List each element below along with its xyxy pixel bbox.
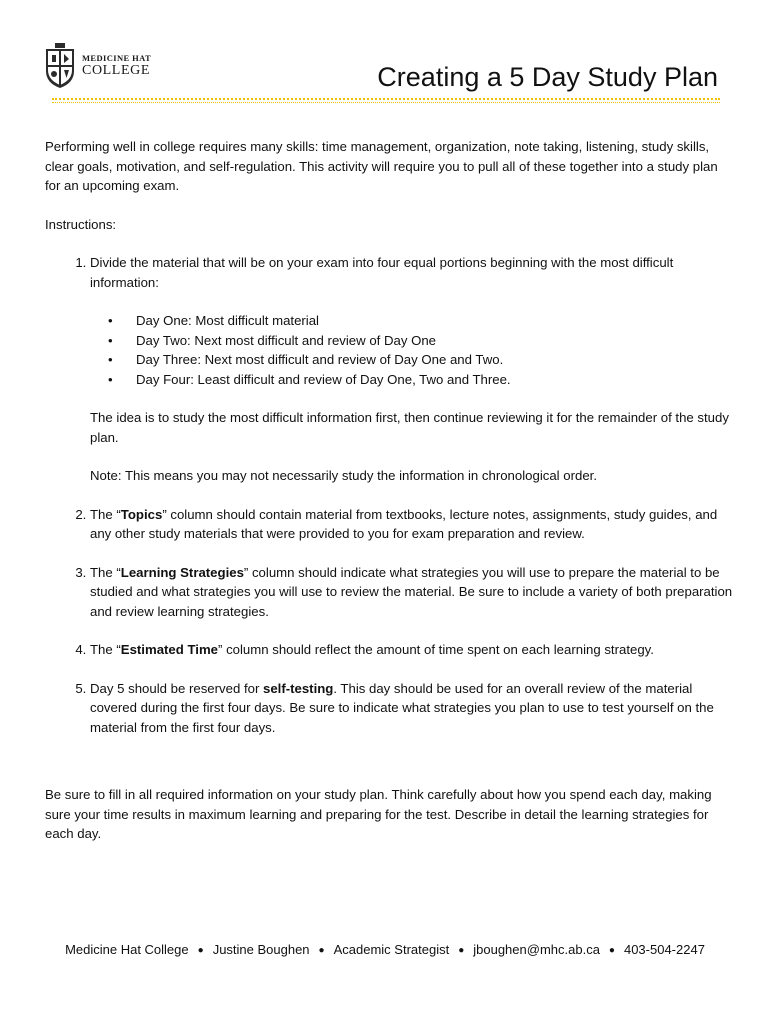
step-1 (90, 253, 735, 486)
footer-separator: ● (197, 945, 204, 956)
footer-name: Justine Boughen (212, 942, 310, 957)
step-2-text-end: ” column should contain material from textbooks, lecture notes, assignments, study guides, and any other study materials that were provided to you for exam preparation and review. (90, 506, 718, 541)
college-crest-icon (44, 43, 76, 89)
step-4-text-start: The “ (90, 642, 121, 657)
document-body (45, 137, 735, 844)
step-4-text-end: ” column should reflect the amount of time spent on each learning strategy. (218, 642, 654, 657)
title-divider-secondary (52, 102, 720, 103)
footer-separator: ● (458, 945, 465, 956)
step-2-text-start: The “ (90, 506, 121, 522)
footer-college: Medicine Hat College (65, 942, 189, 957)
step-1-text: Divide the material that will be on your exam into four equal portions beginning with the most difficult information: (90, 255, 674, 290)
step-5 (90, 679, 735, 738)
self-testing-term: self-testing (263, 680, 334, 696)
footer-role: Academic Strategist (333, 942, 450, 957)
logo-line-2: COLLEGE (82, 63, 150, 79)
footer-phone: 403-504-2247 (623, 942, 705, 957)
closing-paragraph: Be sure to fill in all required information on your study plan. Think carefully about how you spend each day, making sure your time results in maximum learning and preparing for the test. Describe in detail the learning strategies for each day. (45, 787, 712, 841)
learning-strategies-term: Learning Strategies (120, 564, 244, 580)
day-item: • Day One: Most difficult material (136, 311, 735, 331)
intro-paragraph: Performing well in college requires many skills: time management, organization, note taking, listening, study skills, clear goals, motivation, and self-regulation. This activity will require you to pull all of these together into a study plan for an upcoming exam. (45, 139, 718, 193)
estimated-time-term: Estimated Time (120, 642, 219, 657)
logo-line-1: MEDICINE HAT (82, 52, 152, 63)
day-list (90, 311, 735, 389)
topics-term: Topics (120, 506, 163, 522)
title-divider (52, 98, 720, 100)
day-item: • Day Four: Least difficult and review of Day One, Two and Three. (136, 370, 735, 390)
step-4 (90, 640, 735, 660)
page-title: Creating a 5 Day Study Plan (377, 62, 718, 92)
college-logo (44, 43, 151, 89)
step-3 (90, 563, 735, 622)
step-5-text-start: Day 5 should be reserved for (90, 680, 263, 696)
day-item: • Day Three: Next most difficult and review of Day One and Two. (136, 350, 735, 370)
step-5-text-end: . This day should be used for an overall review of the material covered during the first four days. Be sure to indicate what strategies you plan to use to test yourself on the material from the first four days. (90, 680, 714, 735)
instructions-label: Instructions: (45, 216, 117, 232)
footer-email[interactable]: jboughen@mhc.ab.ca (473, 942, 600, 957)
idea-paragraph: The idea is to study the most difficult information first, then continue reviewing it for the remainder of the study plan. (90, 410, 729, 445)
footer (0, 942, 770, 957)
instruction-steps (45, 253, 735, 737)
step-3-text-start: The “ (90, 564, 121, 580)
note-paragraph: Note: This means you may not necessarily study the information in chronological order. (90, 468, 597, 483)
day-item: • Day Two: Next most difficult and review of Day One (136, 331, 735, 351)
step-2 (90, 505, 735, 544)
footer-separator: ● (608, 945, 615, 956)
footer-separator: ● (318, 945, 325, 956)
step-3-text-end: ” column should indicate what strategies you will use to prepare the material to be studied and what strategies you will use to review the material. Be sure to include a variety of both preparation and review learning strategies. (90, 564, 733, 619)
